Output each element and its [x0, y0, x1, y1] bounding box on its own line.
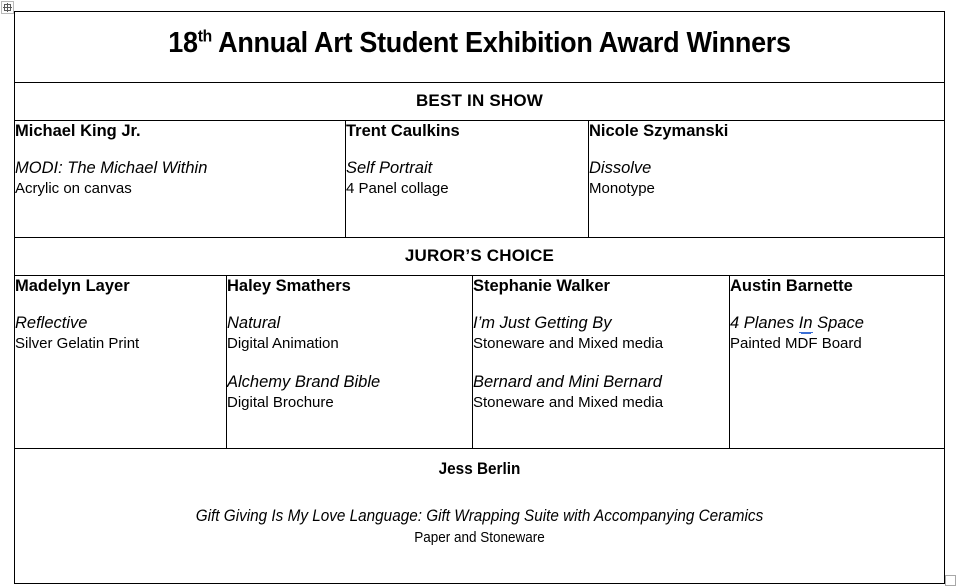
work-title: I’m Just Getting By [473, 313, 612, 332]
section-header-cell-best-in-show [15, 83, 945, 121]
title-text: Annual Art Student Exhibition Award Winners [211, 27, 791, 60]
winner-name: Austin Barnette [730, 277, 853, 295]
work-medium: Paper and Stoneware [414, 528, 545, 546]
title-ordinal-suffix: th [197, 26, 212, 46]
work-entry [473, 372, 729, 413]
winner-cell-nicole-szymanski [589, 121, 945, 238]
winner-cell-austin-barnette [730, 276, 945, 449]
winner-name: Jess Berlin [438, 459, 521, 478]
work-title: MODI: The Michael Within [15, 158, 208, 177]
winner-name: Madelyn Layer [15, 277, 130, 295]
grammar-suggestion-marker[interactable]: In [798, 313, 813, 332]
title-cell [15, 12, 945, 83]
work-medium: Stoneware and Mixed media [473, 335, 664, 353]
winner-cell-jess-berlin [15, 449, 945, 584]
section-heading-jurors-choice: JUROR’S CHOICE [404, 245, 555, 265]
table-row-title [15, 12, 945, 83]
work-title: Natural [227, 313, 281, 332]
work-entry [473, 313, 729, 354]
work-medium: Silver Gelatin Print [15, 335, 140, 353]
winner-name: Trent Caulkins [346, 122, 460, 140]
table-row-final-winner [15, 449, 945, 584]
winner-name: Stephanie Walker [473, 277, 610, 295]
winner-name: Michael King Jr. [15, 122, 141, 140]
title-number: 18 [168, 27, 198, 60]
table-row-jurors-choice-winners [15, 276, 945, 449]
award-winners-table [14, 11, 945, 584]
page-title [51, 28, 908, 60]
work-title: Dissolve [589, 158, 652, 177]
work-medium: Painted MDF Board [730, 335, 862, 353]
work-medium: 4 Panel collage [346, 180, 449, 198]
work-medium: Digital Animation [227, 335, 339, 353]
winner-cell-stephanie-walker [473, 276, 730, 449]
work-entry [730, 313, 944, 354]
work-title-part: Space [812, 313, 864, 332]
section-header-cell-jurors-choice [15, 238, 945, 276]
table-row-section-jurors-choice [15, 238, 945, 276]
work-title [730, 313, 944, 334]
winner-cell-trent-caulkins [346, 121, 589, 238]
work-medium: Stoneware and Mixed media [473, 394, 664, 411]
table-row-section-best-in-show [15, 83, 945, 121]
winner-name: Haley Smathers [227, 277, 351, 295]
work-medium: Monotype [589, 180, 655, 198]
work-entry [589, 158, 944, 199]
work-entry [15, 313, 226, 354]
winner-cell-haley-smathers [227, 276, 473, 449]
section-heading-best-in-show: BEST IN SHOW [415, 90, 544, 110]
table-row-best-in-show-winners [15, 121, 945, 238]
winner-cell-michael-king-jr [15, 121, 346, 238]
move-handle-crosshair-vertical [7, 3, 8, 12]
work-title: Reflective [15, 313, 88, 332]
work-entry [346, 158, 588, 199]
work-medium: Acrylic on canvas [15, 180, 132, 198]
work-title: Alchemy Brand Bible [227, 372, 381, 391]
work-title: Bernard and Mini Bernard [473, 372, 662, 391]
table-resize-handle-icon[interactable] [945, 575, 956, 586]
work-medium: Digital Brochure [227, 394, 334, 411]
winner-name: Nicole Szymanski [589, 122, 729, 140]
table-move-handle-icon[interactable] [1, 1, 14, 14]
work-entry [227, 313, 472, 354]
work-title-part: 4 Planes [730, 313, 799, 332]
winner-cell-madelyn-layer [15, 276, 227, 449]
work-entry [227, 372, 472, 413]
work-entry [15, 158, 345, 199]
work-title: Gift Giving Is My Love Language: Gift Wrapping Suite with Accompanying Ceramics [195, 506, 764, 526]
work-title: Self Portrait [346, 158, 433, 177]
